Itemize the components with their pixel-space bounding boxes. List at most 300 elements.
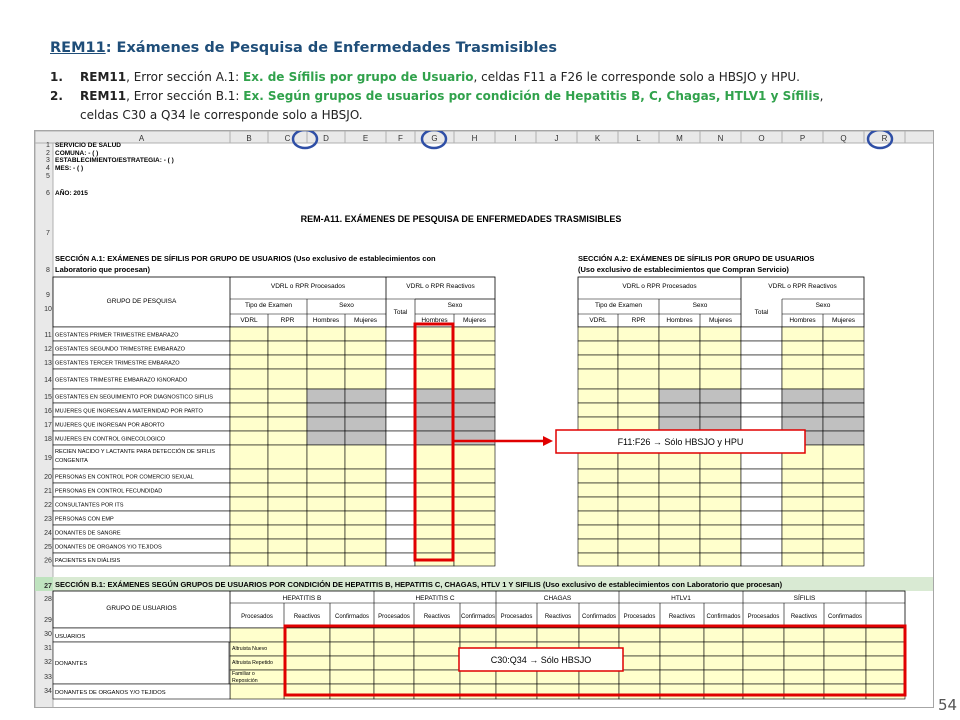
data-cell[interactable] xyxy=(496,670,537,684)
data-cell[interactable] xyxy=(578,525,618,539)
data-cell[interactable] xyxy=(386,553,415,566)
data-cell[interactable] xyxy=(230,553,268,566)
data-cell[interactable] xyxy=(268,341,307,355)
data-cell[interactable] xyxy=(454,445,495,469)
data-cell[interactable] xyxy=(307,403,345,417)
data-cell[interactable] xyxy=(454,483,495,497)
data-cell[interactable] xyxy=(454,511,495,525)
data-cell[interactable] xyxy=(415,469,454,483)
data-cell[interactable] xyxy=(659,327,700,341)
data-cell[interactable] xyxy=(704,656,743,670)
data-cell[interactable] xyxy=(782,511,823,525)
data-cell[interactable] xyxy=(414,684,460,699)
data-cell[interactable] xyxy=(704,642,743,656)
data-cell[interactable] xyxy=(618,539,659,553)
data-cell[interactable] xyxy=(782,369,823,389)
data-cell[interactable] xyxy=(823,355,864,369)
data-cell[interactable] xyxy=(700,483,741,497)
data-cell[interactable] xyxy=(823,445,864,469)
data-cell[interactable] xyxy=(741,483,782,497)
data-cell[interactable] xyxy=(823,389,864,403)
title-ref-link[interactable]: REM11 xyxy=(50,40,106,56)
data-cell[interactable] xyxy=(578,417,618,431)
data-cell[interactable] xyxy=(268,327,307,341)
data-cell[interactable] xyxy=(345,389,386,403)
data-cell[interactable] xyxy=(414,656,460,670)
data-cell[interactable] xyxy=(618,355,659,369)
data-cell[interactable] xyxy=(741,497,782,511)
data-cell[interactable] xyxy=(659,389,700,403)
data-cell[interactable] xyxy=(454,553,495,566)
column-header-L[interactable]: L xyxy=(636,134,641,143)
data-cell[interactable] xyxy=(866,684,905,699)
data-cell[interactable] xyxy=(579,684,619,699)
data-cell[interactable] xyxy=(268,511,307,525)
data-cell[interactable] xyxy=(374,642,414,656)
data-cell[interactable] xyxy=(230,389,268,403)
data-cell[interactable] xyxy=(415,445,454,469)
data-cell[interactable] xyxy=(823,341,864,355)
data-cell[interactable] xyxy=(345,341,386,355)
data-cell[interactable] xyxy=(700,355,741,369)
data-cell[interactable] xyxy=(741,539,782,553)
data-cell[interactable] xyxy=(230,628,284,642)
data-cell[interactable] xyxy=(330,628,374,642)
data-cell[interactable] xyxy=(454,525,495,539)
data-cell[interactable] xyxy=(659,539,700,553)
data-cell[interactable] xyxy=(345,369,386,389)
data-cell[interactable] xyxy=(618,403,659,417)
data-cell[interactable] xyxy=(823,417,864,431)
data-cell[interactable] xyxy=(700,553,741,566)
data-cell[interactable] xyxy=(307,445,345,469)
data-cell[interactable] xyxy=(579,670,619,684)
data-cell[interactable] xyxy=(824,628,866,642)
data-cell[interactable] xyxy=(660,670,704,684)
data-cell[interactable] xyxy=(619,684,660,699)
spreadsheet[interactable] xyxy=(34,130,934,708)
column-header-A[interactable]: A xyxy=(138,134,145,143)
data-cell[interactable] xyxy=(415,431,454,445)
data-cell[interactable] xyxy=(823,469,864,483)
column-header-E[interactable]: E xyxy=(362,134,369,143)
column-header-J[interactable]: J xyxy=(554,134,559,143)
data-cell[interactable] xyxy=(496,684,537,699)
data-cell[interactable] xyxy=(578,355,618,369)
data-cell[interactable] xyxy=(618,553,659,566)
data-cell[interactable] xyxy=(824,656,866,670)
data-cell[interactable] xyxy=(345,469,386,483)
data-cell[interactable] xyxy=(386,327,415,341)
data-cell[interactable] xyxy=(415,355,454,369)
data-cell[interactable] xyxy=(700,497,741,511)
data-cell[interactable] xyxy=(823,511,864,525)
data-cell[interactable] xyxy=(230,684,284,699)
data-cell[interactable] xyxy=(307,539,345,553)
data-cell[interactable] xyxy=(823,431,864,445)
data-cell[interactable] xyxy=(345,511,386,525)
column-header-C[interactable]: C xyxy=(284,134,291,143)
data-cell[interactable] xyxy=(268,355,307,369)
data-cell[interactable] xyxy=(386,497,415,511)
data-cell[interactable] xyxy=(386,431,415,445)
data-cell[interactable] xyxy=(330,670,374,684)
data-cell[interactable] xyxy=(230,483,268,497)
data-cell[interactable] xyxy=(824,684,866,699)
data-cell[interactable] xyxy=(374,628,414,642)
data-cell[interactable] xyxy=(784,656,824,670)
data-cell[interactable] xyxy=(618,483,659,497)
data-cell[interactable] xyxy=(374,656,414,670)
data-cell[interactable] xyxy=(386,355,415,369)
data-cell[interactable] xyxy=(704,628,743,642)
data-cell[interactable] xyxy=(454,417,495,431)
data-cell[interactable] xyxy=(454,539,495,553)
data-cell[interactable] xyxy=(268,525,307,539)
data-cell[interactable] xyxy=(578,369,618,389)
data-cell[interactable] xyxy=(284,656,330,670)
data-cell[interactable] xyxy=(386,539,415,553)
data-cell[interactable] xyxy=(230,431,268,445)
data-cell[interactable] xyxy=(824,642,866,656)
data-cell[interactable] xyxy=(659,469,700,483)
data-cell[interactable] xyxy=(659,341,700,355)
data-cell[interactable] xyxy=(782,497,823,511)
data-cell[interactable] xyxy=(386,417,415,431)
data-cell[interactable] xyxy=(782,539,823,553)
data-cell[interactable] xyxy=(618,469,659,483)
data-cell[interactable] xyxy=(454,341,495,355)
data-cell[interactable] xyxy=(782,389,823,403)
data-cell[interactable] xyxy=(386,445,415,469)
data-cell[interactable] xyxy=(268,539,307,553)
data-cell[interactable] xyxy=(578,511,618,525)
data-cell[interactable] xyxy=(307,355,345,369)
data-cell[interactable] xyxy=(619,628,660,642)
data-cell[interactable] xyxy=(784,670,824,684)
data-cell[interactable] xyxy=(824,670,866,684)
data-cell[interactable] xyxy=(659,417,700,431)
data-cell[interactable] xyxy=(345,403,386,417)
data-cell[interactable] xyxy=(345,539,386,553)
data-cell[interactable] xyxy=(307,553,345,566)
data-cell[interactable] xyxy=(741,469,782,483)
data-cell[interactable] xyxy=(618,417,659,431)
data-cell[interactable] xyxy=(230,539,268,553)
data-cell[interactable] xyxy=(660,684,704,699)
data-cell[interactable] xyxy=(823,403,864,417)
data-cell[interactable] xyxy=(454,431,495,445)
data-cell[interactable] xyxy=(578,497,618,511)
column-header-N[interactable]: N xyxy=(717,134,724,143)
column-header-K[interactable]: K xyxy=(594,134,601,143)
data-cell[interactable] xyxy=(743,642,784,656)
column-header-D[interactable]: D xyxy=(323,134,329,143)
data-cell[interactable] xyxy=(578,341,618,355)
data-cell[interactable] xyxy=(454,469,495,483)
column-header-R[interactable]: R xyxy=(881,134,888,143)
data-cell[interactable] xyxy=(415,497,454,511)
data-cell[interactable] xyxy=(307,511,345,525)
data-cell[interactable] xyxy=(284,628,330,642)
data-cell[interactable] xyxy=(345,483,386,497)
data-cell[interactable] xyxy=(345,355,386,369)
data-cell[interactable] xyxy=(537,670,579,684)
data-cell[interactable] xyxy=(415,369,454,389)
data-cell[interactable] xyxy=(659,511,700,525)
data-cell[interactable] xyxy=(230,369,268,389)
data-cell[interactable] xyxy=(823,369,864,389)
data-cell[interactable] xyxy=(330,656,374,670)
data-cell[interactable] xyxy=(578,539,618,553)
data-cell[interactable] xyxy=(496,628,537,642)
data-cell[interactable] xyxy=(700,327,741,341)
data-cell[interactable] xyxy=(386,369,415,389)
data-cell[interactable] xyxy=(414,670,460,684)
data-cell[interactable] xyxy=(268,553,307,566)
data-cell[interactable] xyxy=(454,355,495,369)
column-header-G[interactable]: G xyxy=(431,134,438,143)
data-cell[interactable] xyxy=(741,327,782,341)
data-cell[interactable] xyxy=(268,483,307,497)
data-cell[interactable] xyxy=(823,553,864,566)
data-cell[interactable] xyxy=(866,642,905,656)
column-header-B[interactable]: B xyxy=(246,134,252,143)
data-cell[interactable] xyxy=(415,511,454,525)
data-cell[interactable] xyxy=(659,553,700,566)
data-cell[interactable] xyxy=(659,403,700,417)
data-cell[interactable] xyxy=(268,417,307,431)
column-header-H[interactable]: H xyxy=(471,134,478,143)
data-cell[interactable] xyxy=(345,525,386,539)
data-cell[interactable] xyxy=(230,497,268,511)
data-cell[interactable] xyxy=(741,553,782,566)
data-cell[interactable] xyxy=(578,483,618,497)
data-cell[interactable] xyxy=(415,327,454,341)
data-cell[interactable] xyxy=(579,628,619,642)
data-cell[interactable] xyxy=(659,525,700,539)
data-cell[interactable] xyxy=(230,355,268,369)
data-cell[interactable] xyxy=(415,341,454,355)
data-cell[interactable] xyxy=(660,642,704,656)
data-cell[interactable] xyxy=(330,684,374,699)
data-cell[interactable] xyxy=(307,327,345,341)
data-cell[interactable] xyxy=(307,483,345,497)
data-cell[interactable] xyxy=(741,525,782,539)
column-header-P[interactable]: P xyxy=(799,134,806,143)
data-cell[interactable] xyxy=(374,670,414,684)
data-cell[interactable] xyxy=(268,497,307,511)
data-cell[interactable] xyxy=(700,539,741,553)
data-cell[interactable] xyxy=(414,628,460,642)
data-cell[interactable] xyxy=(454,369,495,389)
data-cell[interactable] xyxy=(782,469,823,483)
data-cell[interactable] xyxy=(307,417,345,431)
data-cell[interactable] xyxy=(345,497,386,511)
data-cell[interactable] xyxy=(284,642,330,656)
data-cell[interactable] xyxy=(415,417,454,431)
data-cell[interactable] xyxy=(230,417,268,431)
data-cell[interactable] xyxy=(618,389,659,403)
data-cell[interactable] xyxy=(619,642,660,656)
data-cell[interactable] xyxy=(307,341,345,355)
data-cell[interactable] xyxy=(415,483,454,497)
data-cell[interactable] xyxy=(782,553,823,566)
data-cell[interactable] xyxy=(415,539,454,553)
data-cell[interactable] xyxy=(700,389,741,403)
data-cell[interactable] xyxy=(230,511,268,525)
data-cell[interactable] xyxy=(268,431,307,445)
data-cell[interactable] xyxy=(268,469,307,483)
data-cell[interactable] xyxy=(866,628,905,642)
data-cell[interactable] xyxy=(307,469,345,483)
data-cell[interactable] xyxy=(782,525,823,539)
data-cell[interactable] xyxy=(619,670,660,684)
data-cell[interactable] xyxy=(578,469,618,483)
data-cell[interactable] xyxy=(307,369,345,389)
data-cell[interactable] xyxy=(782,327,823,341)
data-cell[interactable] xyxy=(307,431,345,445)
data-cell[interactable] xyxy=(374,684,414,699)
data-cell[interactable] xyxy=(460,670,496,684)
data-cell[interactable] xyxy=(345,445,386,469)
data-cell[interactable] xyxy=(345,417,386,431)
data-cell[interactable] xyxy=(866,670,905,684)
data-cell[interactable] xyxy=(345,431,386,445)
data-cell[interactable] xyxy=(823,327,864,341)
data-cell[interactable] xyxy=(454,497,495,511)
data-cell[interactable] xyxy=(454,389,495,403)
data-cell[interactable] xyxy=(268,445,307,469)
data-cell[interactable] xyxy=(284,684,330,699)
data-cell[interactable] xyxy=(784,628,824,642)
data-cell[interactable] xyxy=(415,525,454,539)
data-cell[interactable] xyxy=(330,642,374,656)
data-cell[interactable] xyxy=(784,642,824,656)
data-cell[interactable] xyxy=(700,417,741,431)
data-cell[interactable] xyxy=(230,445,268,469)
data-cell[interactable] xyxy=(659,497,700,511)
data-cell[interactable] xyxy=(386,483,415,497)
data-cell[interactable] xyxy=(619,656,660,670)
data-cell[interactable] xyxy=(345,553,386,566)
data-cell[interactable] xyxy=(823,539,864,553)
data-cell[interactable] xyxy=(743,670,784,684)
data-cell[interactable] xyxy=(537,684,579,699)
data-cell[interactable] xyxy=(618,341,659,355)
column-header-M[interactable]: M xyxy=(676,134,683,143)
data-cell[interactable] xyxy=(307,525,345,539)
data-cell[interactable] xyxy=(618,369,659,389)
data-cell[interactable] xyxy=(659,369,700,389)
data-cell[interactable] xyxy=(782,403,823,417)
data-cell[interactable] xyxy=(782,355,823,369)
data-cell[interactable] xyxy=(386,341,415,355)
column-header-F[interactable]: F xyxy=(398,134,403,143)
data-cell[interactable] xyxy=(659,483,700,497)
data-cell[interactable] xyxy=(618,327,659,341)
data-cell[interactable] xyxy=(823,525,864,539)
data-cell[interactable] xyxy=(782,341,823,355)
data-cell[interactable] xyxy=(743,628,784,642)
data-cell[interactable] xyxy=(618,511,659,525)
data-cell[interactable] xyxy=(700,469,741,483)
column-header-O[interactable]: O xyxy=(758,134,765,143)
data-cell[interactable] xyxy=(741,417,782,431)
data-cell[interactable] xyxy=(743,684,784,699)
data-cell[interactable] xyxy=(578,553,618,566)
data-cell[interactable] xyxy=(784,684,824,699)
data-cell[interactable] xyxy=(460,628,496,642)
data-cell[interactable] xyxy=(454,327,495,341)
data-cell[interactable] xyxy=(700,341,741,355)
data-cell[interactable] xyxy=(743,656,784,670)
data-cell[interactable] xyxy=(460,684,496,699)
data-cell[interactable] xyxy=(704,684,743,699)
data-cell[interactable] xyxy=(386,403,415,417)
spreadsheet-grid[interactable] xyxy=(35,131,934,708)
data-cell[interactable] xyxy=(660,628,704,642)
data-cell[interactable] xyxy=(230,341,268,355)
data-cell[interactable] xyxy=(700,511,741,525)
data-cell[interactable] xyxy=(578,403,618,417)
data-cell[interactable] xyxy=(454,403,495,417)
column-header-Q[interactable]: Q xyxy=(840,134,847,143)
data-cell[interactable] xyxy=(268,389,307,403)
data-cell[interactable] xyxy=(415,403,454,417)
data-cell[interactable] xyxy=(386,511,415,525)
data-cell[interactable] xyxy=(823,483,864,497)
data-cell[interactable] xyxy=(618,497,659,511)
data-cell[interactable] xyxy=(268,403,307,417)
data-cell[interactable] xyxy=(741,369,782,389)
data-cell[interactable] xyxy=(618,525,659,539)
column-header-I[interactable]: I xyxy=(514,134,517,143)
data-cell[interactable] xyxy=(741,511,782,525)
data-cell[interactable] xyxy=(782,417,823,431)
data-cell[interactable] xyxy=(578,327,618,341)
data-cell[interactable] xyxy=(741,389,782,403)
data-cell[interactable] xyxy=(741,341,782,355)
data-cell[interactable] xyxy=(704,670,743,684)
data-cell[interactable] xyxy=(386,469,415,483)
data-cell[interactable] xyxy=(284,670,330,684)
data-cell[interactable] xyxy=(307,497,345,511)
data-cell[interactable] xyxy=(700,525,741,539)
data-cell[interactable] xyxy=(268,369,307,389)
data-cell[interactable] xyxy=(414,642,460,656)
data-cell[interactable] xyxy=(230,469,268,483)
data-cell[interactable] xyxy=(578,389,618,403)
data-cell[interactable] xyxy=(386,525,415,539)
data-cell[interactable] xyxy=(823,497,864,511)
data-cell[interactable] xyxy=(866,656,905,670)
data-cell[interactable] xyxy=(537,628,579,642)
data-cell[interactable] xyxy=(741,403,782,417)
data-cell[interactable] xyxy=(230,403,268,417)
data-cell[interactable] xyxy=(660,656,704,670)
data-cell[interactable] xyxy=(230,525,268,539)
data-cell[interactable] xyxy=(386,389,415,403)
data-cell[interactable] xyxy=(782,483,823,497)
data-cell[interactable] xyxy=(230,327,268,341)
data-cell[interactable] xyxy=(700,403,741,417)
data-cell[interactable] xyxy=(345,327,386,341)
data-cell[interactable] xyxy=(659,355,700,369)
data-cell[interactable] xyxy=(307,389,345,403)
data-cell[interactable] xyxy=(741,355,782,369)
data-cell[interactable] xyxy=(700,369,741,389)
